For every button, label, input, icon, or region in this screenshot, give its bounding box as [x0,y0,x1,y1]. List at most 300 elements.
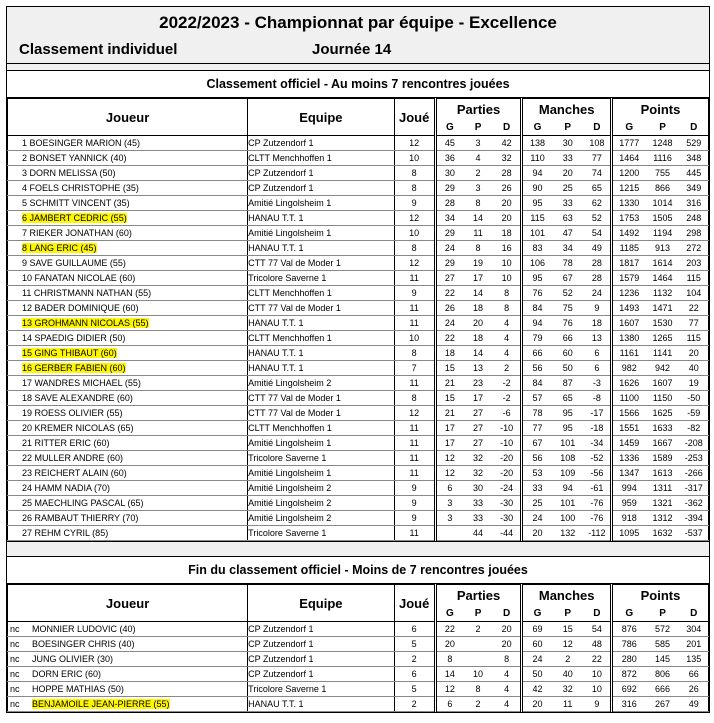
stat-tg: 316 [612,697,646,712]
stat-td: 135 [680,652,709,667]
stat-td: 248 [680,211,709,226]
stat-td: 115 [680,271,709,286]
stat-md: 9 [584,697,612,712]
stat-pg: 24 [435,241,463,256]
stat-pg: 14 [435,667,463,682]
stat-tg: 1215 [612,181,646,196]
stat-mp: 94 [552,481,584,496]
stat-mg: 106 [522,256,552,271]
stat-td: 20 [680,346,709,361]
stat-td: 201 [680,637,709,652]
stat-tp: 585 [646,637,680,652]
stat-pd: 18 [493,226,522,241]
stat-tp: 1311 [646,481,680,496]
stat-md: 28 [584,256,612,271]
player-name: 3 DORN MELISSA (50) [22,167,116,178]
official-ranking-table [7,98,709,541]
team-cell: Tricolore Saverne 1 [248,271,394,286]
stat-mp: 47 [552,226,584,241]
stat-mg: 50 [522,667,552,682]
team-cell: HANAU T.T. 1 [248,346,394,361]
player-name: 16 GERBER FABIEN (60) [22,362,126,373]
stat-mp: 78 [552,256,584,271]
stat-md: -52 [584,451,612,466]
stat-tg: 280 [612,652,646,667]
stat-md: 22 [584,652,612,667]
stat-tg: 1336 [612,451,646,466]
played-cell: 9 [394,511,435,526]
played-cell: 6 [394,622,435,637]
table-row [8,652,709,667]
stat-mg: 77 [522,421,552,436]
player-name: 10 FANATAN NICOLAE (60) [22,272,136,283]
header-g: G [435,119,463,135]
stat-td: -537 [680,526,709,541]
stat-td: 203 [680,256,709,271]
header-p: P [463,605,493,621]
stat-tg: 1607 [612,316,646,331]
stat-pg: 15 [435,391,463,406]
stat-md: 6 [584,361,612,376]
header-p: P [463,119,493,135]
stat-pp [463,637,493,652]
played-cell: 8 [394,391,435,406]
stat-mg: 69 [522,622,552,637]
stat-mg: 24 [522,652,552,667]
table-row [8,151,709,166]
header-points: Points [612,585,709,606]
stat-md: -61 [584,481,612,496]
stat-pp: 44 [463,526,493,541]
stat-pg: 34 [435,211,463,226]
stat-pp: 14 [463,286,493,301]
team-cell: Amitié Lingolsheim 2 [248,496,394,511]
table-row [8,331,709,346]
played-cell: 11 [394,436,435,451]
player-cell [8,136,248,151]
stat-tp: 1471 [646,301,680,316]
player-cell [8,406,248,421]
stat-pg: 8 [435,652,463,667]
stat-td: 272 [680,241,709,256]
player-name: 15 GING THIBAUT (60) [22,347,117,358]
stat-md: 48 [584,637,612,652]
team-cell: CTT 77 Val de Moder 1 [248,391,394,406]
stat-tp: 1116 [646,151,680,166]
stat-pg: 6 [435,697,463,712]
stat-tp: 1633 [646,421,680,436]
stat-mg: 110 [522,151,552,166]
team-cell: CP Zutzendorf 1 [248,652,394,667]
stat-md: 54 [584,226,612,241]
team-cell: CLTT Menchhoffen 1 [248,151,394,166]
stat-td: -59 [680,406,709,421]
played-cell: 7 [394,361,435,376]
stat-mp: 95 [552,421,584,436]
stat-tg: 1551 [612,421,646,436]
stat-pd: 32 [493,151,522,166]
stat-tp: 1632 [646,526,680,541]
header-g: G [522,605,552,621]
stat-pp: 2 [463,166,493,181]
stat-pp: 32 [463,451,493,466]
stat-tg: 1330 [612,196,646,211]
player-name: 13 GROHMANN NICOLAS (55) [22,317,149,328]
played-cell: 5 [394,637,435,652]
player-name: 14 SPAEDIG DIDIER (50) [22,332,126,343]
sheet [6,6,710,713]
team-cell: CP Zutzendorf 1 [248,622,394,637]
header-joue: Joué [394,99,435,136]
player-name: 19 ROESS OLIVIER (55) [22,407,123,418]
stat-mg: 115 [522,211,552,226]
team-cell: HANAU T.T. 1 [248,697,394,712]
team-cell: Amitié Lingolsheim 1 [248,196,394,211]
stat-tg: 1095 [612,526,646,541]
stat-td: -82 [680,421,709,436]
nc-label: nc [10,653,20,664]
played-cell: 2 [394,652,435,667]
played-cell: 11 [394,301,435,316]
stat-tp: 1312 [646,511,680,526]
team-cell: CTT 77 Val de Moder 1 [248,256,394,271]
stat-md: 52 [584,211,612,226]
player-cell [8,376,248,391]
stat-tp: 1530 [646,316,680,331]
player-cell [8,196,248,211]
stat-pd: 20 [493,211,522,226]
stat-pd: 4 [493,682,522,697]
header-parties: Parties [435,99,522,120]
player-cell [8,496,248,511]
stat-tg: 918 [612,511,646,526]
stat-pp: 8 [463,196,493,211]
player-cell [8,331,248,346]
table-row [8,682,709,697]
played-cell: 11 [394,526,435,541]
stat-tg: 1236 [612,286,646,301]
stat-pp: 3 [463,181,493,196]
table-row [8,451,709,466]
stat-tg: 1459 [612,436,646,451]
stat-tp: 145 [646,652,680,667]
stat-mp: 132 [552,526,584,541]
stat-pd: 10 [493,271,522,286]
player-cell [8,622,248,637]
played-cell: 10 [394,331,435,346]
stat-pp: 17 [463,271,493,286]
player-name: 9 SAVE GUILLAUME (55) [22,257,126,268]
stat-td: 19 [680,376,709,391]
table-row [8,376,709,391]
header-joue: Joué [394,585,435,622]
stat-md: 10 [584,667,612,682]
stat-md: 10 [584,682,612,697]
stat-pd: 28 [493,166,522,181]
played-cell: 10 [394,151,435,166]
played-cell: 9 [394,481,435,496]
stat-pg: 21 [435,376,463,391]
nc-label: nc [10,623,20,634]
stat-pg: 21 [435,406,463,421]
player-cell [8,637,248,652]
stat-pd: -10 [493,421,522,436]
team-cell: HANAU T.T. 1 [248,361,394,376]
stat-mp: 2 [552,652,584,667]
table-row [8,346,709,361]
stat-pd: -24 [493,481,522,496]
stat-pd: -6 [493,406,522,421]
table-row [8,361,709,376]
stat-pg: 45 [435,136,463,151]
stat-pd: -20 [493,451,522,466]
stat-mg: 67 [522,436,552,451]
player-name: 2 BONSET YANNICK (40) [22,152,127,163]
player-name: 8 LANG ERIC (45) [22,242,97,253]
player-name: 27 REHM CYRIL (85) [22,527,109,538]
stat-mp: 95 [552,406,584,421]
stat-mp: 76 [552,316,584,331]
stat-td: 316 [680,196,709,211]
player-cell [8,436,248,451]
table-row [8,391,709,406]
player-name: 26 RAMBAUT THIERRY (70) [22,512,139,523]
table-row [8,166,709,181]
stat-mg: 138 [522,136,552,151]
stat-pd: 2 [493,361,522,376]
played-cell: 11 [394,271,435,286]
stat-pg: 17 [435,436,463,451]
stat-pg: 29 [435,256,463,271]
player-cell [8,256,248,271]
stat-pg: 27 [435,271,463,286]
table-row [8,406,709,421]
stat-tp: 1667 [646,436,680,451]
team-cell: Amitié Lingolsheim 1 [248,466,394,481]
table-row [8,481,709,496]
player-name: 4 FOELS CHRISTOPHE (35) [22,182,139,193]
stat-tp: 1613 [646,466,680,481]
stat-tp: 1464 [646,271,680,286]
table-row [8,136,709,151]
stat-md: 77 [584,151,612,166]
stat-mp: 63 [552,211,584,226]
header-p: P [552,605,584,621]
stat-md: -18 [584,421,612,436]
stat-td: 445 [680,166,709,181]
stat-mg: 56 [522,361,552,376]
stat-mp: 65 [552,391,584,406]
stat-td: 40 [680,361,709,376]
played-cell: 12 [394,406,435,421]
stat-tg: 872 [612,667,646,682]
subtitle-right: Journée 14 [312,41,392,58]
header-d: D [493,119,522,135]
player-cell [8,271,248,286]
header-manches: Manches [522,585,612,606]
played-cell: 11 [394,451,435,466]
table-row [8,316,709,331]
stat-td: -266 [680,466,709,481]
stat-pd: 4 [493,316,522,331]
player-cell [8,451,248,466]
stat-pp: 10 [463,667,493,682]
subtitle-bar [7,37,709,64]
stat-mg: 24 [522,511,552,526]
team-cell: HANAU T.T. 1 [248,241,394,256]
player-name: HOPPE MATHIAS (50) [32,683,124,694]
table-row [8,697,709,712]
stat-pp: 11 [463,226,493,241]
section-official-title: Classement officiel - Au moins 7 rencontres jouées [7,71,709,98]
stat-pd: -2 [493,376,522,391]
player-name: 18 SAVE ALEXANDRE (60) [22,392,133,403]
table-row [8,436,709,451]
stat-mg: 25 [522,496,552,511]
stat-mp: 15 [552,622,584,637]
stat-pd: 8 [493,652,522,667]
stat-pd: 10 [493,256,522,271]
team-cell: CLTT Menchhoffen 1 [248,286,394,301]
stat-mp: 52 [552,286,584,301]
header-p: P [646,605,680,621]
player-name: BENJAMOILE JEAN-PIERRE (55) [32,698,170,709]
stat-pp: 2 [463,697,493,712]
stat-td: -394 [680,511,709,526]
player-cell [8,286,248,301]
header-equipe: Equipe [248,585,394,622]
stat-mg: 79 [522,331,552,346]
player-name: 12 BADER DOMINIQUE (60) [22,302,139,313]
stat-mp: 109 [552,466,584,481]
player-cell [8,301,248,316]
stat-mp: 20 [552,166,584,181]
stat-md: -3 [584,376,612,391]
table-row [8,496,709,511]
played-cell: 2 [394,697,435,712]
nc-label: nc [10,698,20,709]
stat-td: 26 [680,682,709,697]
stat-tp: 666 [646,682,680,697]
stat-pd: -30 [493,496,522,511]
team-cell: CP Zutzendorf 1 [248,181,394,196]
stat-mg: 78 [522,406,552,421]
team-cell: CTT 77 Val de Moder 1 [248,406,394,421]
stat-pg: 3 [435,496,463,511]
stat-tp: 1265 [646,331,680,346]
stat-tg: 959 [612,496,646,511]
stat-tg: 1100 [612,391,646,406]
stat-td: 349 [680,181,709,196]
stat-md: -34 [584,436,612,451]
table-row [8,466,709,481]
player-cell [8,421,248,436]
stat-pg: 15 [435,361,463,376]
stat-pp: 14 [463,211,493,226]
spacer [7,64,709,71]
stat-md: 49 [584,241,612,256]
header-d: D [680,605,709,621]
played-cell: 9 [394,286,435,301]
stat-pg: 12 [435,682,463,697]
player-cell [8,481,248,496]
stat-td: 66 [680,667,709,682]
header-points: Points [612,99,709,120]
player-cell [8,361,248,376]
table-row [8,226,709,241]
stat-pp: 33 [463,511,493,526]
page-title: 2022/2023 - Championnat par équipe - Excellence [7,7,709,37]
stat-pp: 33 [463,496,493,511]
stat-tg: 1347 [612,466,646,481]
stat-tg: 786 [612,637,646,652]
player-name: 20 KREMER NICOLAS (65) [22,422,134,433]
stat-pp [463,652,493,667]
stat-tp: 942 [646,361,680,376]
stat-pp: 8 [463,682,493,697]
table-row [8,511,709,526]
stat-pg [435,526,463,541]
nc-label: nc [10,668,20,679]
stat-pp: 18 [463,331,493,346]
stat-md: 62 [584,196,612,211]
stat-mp: 33 [552,196,584,211]
stat-pd: -30 [493,511,522,526]
played-cell: 11 [394,316,435,331]
team-cell: CLTT Menchhoffen 1 [248,421,394,436]
player-cell [8,316,248,331]
stat-pp: 27 [463,436,493,451]
stat-tp: 1607 [646,376,680,391]
stat-pg: 22 [435,286,463,301]
stat-tp: 866 [646,181,680,196]
team-cell: Amitié Lingolsheim 1 [248,226,394,241]
stat-mg: 94 [522,316,552,331]
stat-mp: 34 [552,241,584,256]
stat-pg: 20 [435,637,463,652]
stat-mp: 87 [552,376,584,391]
stat-mg: 66 [522,346,552,361]
stat-pp: 4 [463,151,493,166]
stat-md: -17 [584,406,612,421]
player-name: 7 RIEKER JONATHAN (60) [22,227,132,238]
player-cell [8,526,248,541]
table-row [8,667,709,682]
player-cell [8,211,248,226]
stat-tp: 572 [646,622,680,637]
stat-pd: 42 [493,136,522,151]
stat-pg: 17 [435,421,463,436]
stat-tp: 806 [646,667,680,682]
player-name: BOESINGER CHRIS (40) [32,638,135,649]
stat-tp: 1194 [646,226,680,241]
stat-pp: 18 [463,301,493,316]
player-name: DORN ERIC (60) [32,668,102,679]
stat-pg: 30 [435,166,463,181]
header-g: G [612,119,646,135]
stat-md: -56 [584,466,612,481]
stat-mg: 95 [522,271,552,286]
stat-md: 6 [584,346,612,361]
stat-mp: 12 [552,637,584,652]
header-joueur: Joueur [8,585,248,622]
player-name: 1 BOESINGER MARION (45) [22,137,141,148]
stat-tg: 1492 [612,226,646,241]
played-cell: 8 [394,181,435,196]
stat-mp: 32 [552,682,584,697]
stat-tg: 876 [612,622,646,637]
stat-pp: 23 [463,376,493,391]
